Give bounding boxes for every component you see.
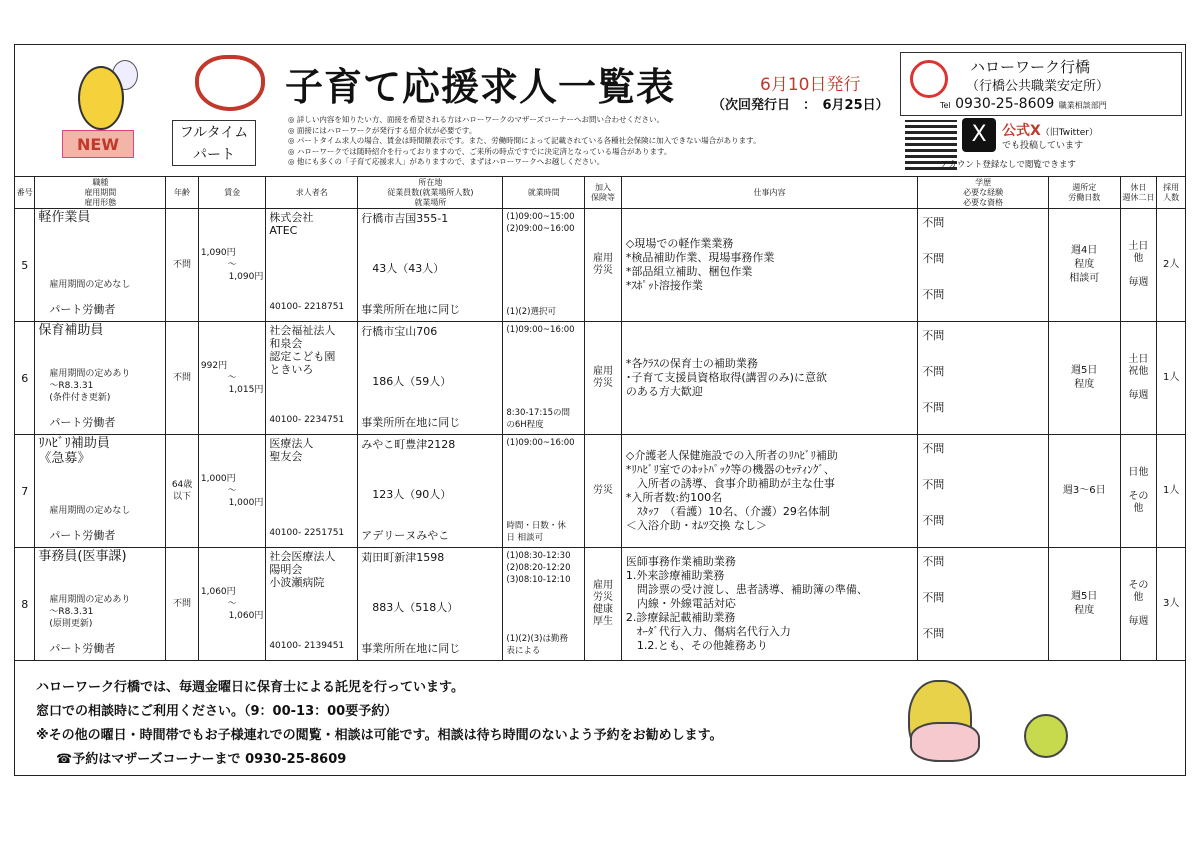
row-requirements-cell: [918, 548, 1049, 661]
tel-number: 0930-25-8609: [955, 96, 1055, 112]
row-holiday: その 他 毎週: [1120, 548, 1157, 661]
row-company-cell: [266, 322, 358, 435]
company-name: 社会医療法人 陽明会 小波瀬病院: [269, 550, 336, 589]
wage-tilde: ～: [227, 373, 237, 383]
col-content: 仕事内容: [621, 177, 917, 209]
character-mascot-body-icon: [910, 722, 980, 762]
col-wage: 賃金: [198, 177, 265, 209]
row-content: ◇現場での軽作業業務 *検品補助作業、現場事務作業 *部品組立補助、梱包作業 *ｽﾎﾟｯﾄ溶接作業: [621, 209, 917, 322]
footer-line-1: ハローワーク行橋では、毎週金曜日に保育士による託児を行っています。: [36, 680, 464, 695]
hours-note: (1)(2)(3)は勤務 表による: [506, 634, 568, 656]
x-send-text: でも投稿しています: [1002, 141, 1084, 151]
note-line: ◎ パートタイム求人の場合、賃金は時間額表示です。また、労働時間によって記載されている各種社会保険に加入できない場合があります。: [288, 136, 761, 145]
employment-type: パート労働者: [49, 529, 116, 542]
company-number: 40100- 2251751: [269, 528, 345, 538]
row-hires: 3人: [1157, 548, 1186, 661]
row-age: 64歳 以下: [166, 435, 199, 548]
wage-to: 1,000円: [228, 498, 264, 508]
table-row: [15, 322, 1186, 435]
row-content: ◇介護老人保健施設での入所者のﾘﾊﾋﾞﾘ補助 *ﾘﾊﾋﾞﾘ室でのﾎｯﾄﾊﾟｯｸ等の機器のｾｯﾃｨﾝｸﾞ、 入所者の誘導、食事介助補助が主な仕事 *入所者数:約100名 ｽﾀｯﾌ （看護）10名、（介護）29名体制 ＜入浴介助・ｵﾑﾂ交換 なし＞: [621, 435, 917, 548]
address: 苅田町新津1598: [361, 551, 445, 564]
row-age: 不問: [166, 209, 199, 322]
row-holiday: 日他 その 他: [1120, 435, 1157, 548]
wage-to: 1,060円: [228, 611, 264, 621]
req-license: 不問: [922, 288, 945, 301]
employment-period: 雇用期間の定めなし: [49, 280, 131, 290]
kind-parttime: パート: [193, 147, 235, 163]
col-no: 番号: [15, 177, 35, 209]
wage-to: 1,090円: [228, 272, 264, 282]
row-wage-cell: [198, 209, 265, 322]
row-insurance: 雇用 労災 健康 厚生: [585, 548, 622, 661]
workplace: アデリーヌみやこ: [361, 529, 450, 542]
req-experience: 不問: [922, 252, 945, 265]
employment-type: パート労働者: [49, 642, 116, 655]
job-title: ﾘﾊﾋﾞﾘ補助員 《急募》: [38, 436, 110, 466]
row-job-cell: [35, 435, 166, 548]
employment-type: パート労働者: [49, 303, 116, 316]
col-hours: 就業時間: [503, 177, 585, 209]
row-hires: 2人: [1157, 209, 1186, 322]
company-name: 社会福祉法人 和泉会 認定こども園 ときいろ: [269, 324, 336, 376]
address: みやこ町豊津2128: [361, 438, 456, 451]
row-company-cell: [266, 548, 358, 661]
company-number: 40100- 2139451: [269, 641, 345, 651]
table-header-row: [15, 177, 1186, 209]
wage-tilde: ～: [227, 260, 237, 270]
office-name: ハローワーク行橋: [970, 58, 1091, 76]
col-hires: 採用 人数: [1157, 177, 1186, 209]
col-holiday: 休日 週休二日: [1120, 177, 1157, 209]
note-line: ◎ 詳しい内容を知りたい方、面接を希望される方はハローワークのマザーズコーナーへお問い合わせください。: [288, 115, 665, 124]
row-company-cell: [266, 435, 358, 548]
row-holiday: 土日 祝他 毎週: [1120, 322, 1157, 435]
row-insurance: 労災: [585, 435, 622, 548]
employee-count: 123人（90人）: [372, 488, 452, 501]
hours-note: 時間・日数・休 日 相談可: [506, 521, 566, 543]
wage-from: 1,060円: [200, 587, 236, 597]
job-table: [14, 176, 1186, 661]
row-requirements-cell: [918, 322, 1049, 435]
x-logo-icon[interactable]: X: [962, 118, 996, 152]
col-days: 週所定 労働日数: [1048, 177, 1120, 209]
wage-tilde: ～: [227, 486, 237, 496]
hours-detail: (1)09:00~16:00: [506, 438, 575, 448]
x-official-label: [1002, 120, 1098, 140]
note-line: ◎ ハローワークでは随時紹介を行っておりますので、ご来所の時点ですでに決定済となっている場合があります。: [288, 146, 672, 156]
next-issue-date: （次回発行日 ： 6月25日）: [712, 98, 889, 113]
row-insurance: 雇用 労災: [585, 322, 622, 435]
row-hours-cell: [503, 435, 585, 548]
office-subname: （行橋公共職業安定所）: [966, 79, 1110, 94]
req-license: 不問: [922, 514, 945, 527]
col-location: 所在地 従業員数(就業場所人数) 就業場所: [358, 177, 503, 209]
row-hours-cell: [503, 548, 585, 661]
footer-line-4: ☎予約はマザーズコーナーまで 0930-25-8609: [56, 752, 347, 767]
office-dept: 職業相談部門: [1058, 101, 1107, 110]
wage-from: 1,000円: [200, 474, 236, 484]
hours-note: 8:30-17:15の間 の6H程度: [506, 408, 571, 430]
employment-kind-box: [172, 120, 256, 166]
company-name: 株式会社 ATEC: [269, 211, 314, 237]
hours-detail: (1)09:00~16:00: [506, 325, 575, 335]
employee-count: 883人（518人）: [372, 601, 459, 614]
workplace: 事業所所在地に同じ: [361, 642, 461, 655]
table-row: [15, 209, 1186, 322]
wage-to: 1,015円: [228, 385, 264, 395]
row-wage-cell: [198, 322, 265, 435]
note-line: ◎ 面接にはハローワークが発行する紹介状が必要です。: [288, 125, 477, 135]
req-education: 不問: [922, 442, 945, 455]
job-title: 軽作業員: [38, 210, 91, 225]
row-age: 不問: [166, 322, 199, 435]
row-job-cell: [35, 548, 166, 661]
employment-period: 雇用期間の定めあり ～R8.3.31 (原則更新): [49, 595, 131, 629]
row-no: 7: [15, 435, 35, 548]
kind-fulltime: フルタイム: [179, 125, 249, 141]
company-number: 40100- 2234751: [269, 415, 345, 425]
row-days: 週5日 程度: [1048, 322, 1120, 435]
hours-detail: (1)08:30-12:30 (2)08:20-12:20 (3)08:10-12:10: [506, 551, 571, 585]
x-old-name: （旧Twitter）: [1040, 128, 1098, 138]
workplace: 事業所所在地に同じ: [361, 303, 461, 316]
row-days: 週5日 程度: [1048, 548, 1120, 661]
col-insurance: 加入 保険等: [585, 177, 622, 209]
row-no: 8: [15, 548, 35, 661]
note-line: ◎ 他にも多くの「子育て応援求人」がありますので、まずはハローワークへお越しください。: [288, 157, 605, 166]
wage-from: 992円: [200, 361, 228, 371]
col-company: 求人者名: [266, 177, 358, 209]
job-title: 保育補助員: [38, 323, 104, 338]
employment-period: 雇用期間の定めあり ～R8.3.31 (条件付き更新): [49, 369, 131, 403]
row-location-cell: [358, 209, 503, 322]
row-no: 5: [15, 209, 35, 322]
req-experience: 不問: [922, 365, 945, 378]
row-age: 不問: [166, 548, 199, 661]
wage-from: 1,090円: [200, 248, 236, 258]
row-days: 週3～6日: [1048, 435, 1120, 548]
office-tel: [940, 96, 1107, 112]
table-row: [15, 548, 1186, 661]
row-days: 週4日 程度 相談可: [1048, 209, 1120, 322]
hours-detail: (1)09:00~15:00 (2)09:00~16:00: [506, 212, 575, 234]
table-row: [15, 435, 1186, 548]
bee-mascot-icon: [78, 66, 124, 130]
row-job-cell: [35, 209, 166, 322]
row-wage-cell: [198, 548, 265, 661]
row-no: 6: [15, 322, 35, 435]
page-title: 子育て応援求人一覧表: [285, 65, 676, 109]
row-location-cell: [358, 548, 503, 661]
new-badge: NEW: [62, 130, 134, 158]
row-holiday: 土日 他 毎週: [1120, 209, 1157, 322]
wage-tilde: ～: [227, 599, 237, 609]
employment-type: パート労働者: [49, 416, 116, 429]
notes: [288, 115, 888, 168]
row-requirements-cell: [918, 435, 1049, 548]
row-wage-cell: [198, 435, 265, 548]
job-title: 事務員(医事課): [38, 549, 127, 564]
hours-note: (1)(2)選択可: [506, 307, 556, 317]
col-age: 年齢: [166, 177, 199, 209]
row-job-cell: [35, 322, 166, 435]
employment-period: 雇用期間の定めなし: [49, 506, 131, 516]
row-content: *各ｸﾗｽの保育士の補助業務 ･子育て支援員資格取得(講習のみ)に意欲 のある方大歓迎: [621, 322, 917, 435]
address: 行橋市宝山706: [361, 325, 438, 338]
req-license: 不問: [922, 627, 945, 640]
x-account-text: アカウント登録なしで閲覧できます: [940, 160, 1076, 170]
row-hires: 1人: [1157, 322, 1186, 435]
row-location-cell: [358, 435, 503, 548]
req-license: 不問: [922, 401, 945, 414]
req-experience: 不問: [922, 478, 945, 491]
employee-count: 186人（59人）: [372, 375, 452, 388]
row-hours-cell: [503, 209, 585, 322]
x-official-text: 公式X: [1002, 123, 1041, 139]
parenting-logo-icon: [195, 55, 265, 111]
footer-line-2: 窓口での相談時にご利用ください。（9：00-13：00要予約）: [36, 704, 398, 719]
row-content: 医師事務作業補助業務 1.外来診療補助業務 問診票の受け渡し、患者誘導、補助簿の準備、 内線・外線電話対応 2.診療録記載補助業務 ｵｰﾀﾞ代行入力、傷病名代行入力 1.2.とも、その他雑務あり: [621, 548, 917, 661]
row-company-cell: [266, 209, 358, 322]
req-education: 不問: [922, 329, 945, 342]
req-experience: 不問: [922, 591, 945, 604]
employee-count: 43人（43人）: [372, 262, 445, 275]
col-job: 職種 雇用期間 雇用形態: [35, 177, 166, 209]
hellowork-logo-icon: [910, 60, 948, 98]
req-education: 不問: [922, 216, 945, 229]
req-education: 不問: [922, 555, 945, 568]
company-name: 医療法人 聖友会: [269, 437, 314, 463]
row-requirements-cell: [918, 209, 1049, 322]
row-insurance: 雇用 労災: [585, 209, 622, 322]
tel-prefix: Tel: [940, 101, 951, 110]
row-hires: 1人: [1157, 435, 1186, 548]
issue-date: 6月10日発行: [760, 75, 861, 95]
address: 行橋市吉国355-1: [361, 212, 449, 225]
workplace: 事業所所在地に同じ: [361, 416, 461, 429]
small-mascot-icon: [1024, 714, 1068, 758]
col-requirements: 学歴 必要な経験 必要な資格: [918, 177, 1049, 209]
footer-line-3: ※その他の曜日・時間帯でもお子様連れでの閲覧・相談は可能です。相談は待ち時間のないよう予約をお勧めします。: [36, 728, 723, 743]
company-number: 40100- 2218751: [269, 302, 345, 312]
row-hours-cell: [503, 322, 585, 435]
row-location-cell: [358, 322, 503, 435]
